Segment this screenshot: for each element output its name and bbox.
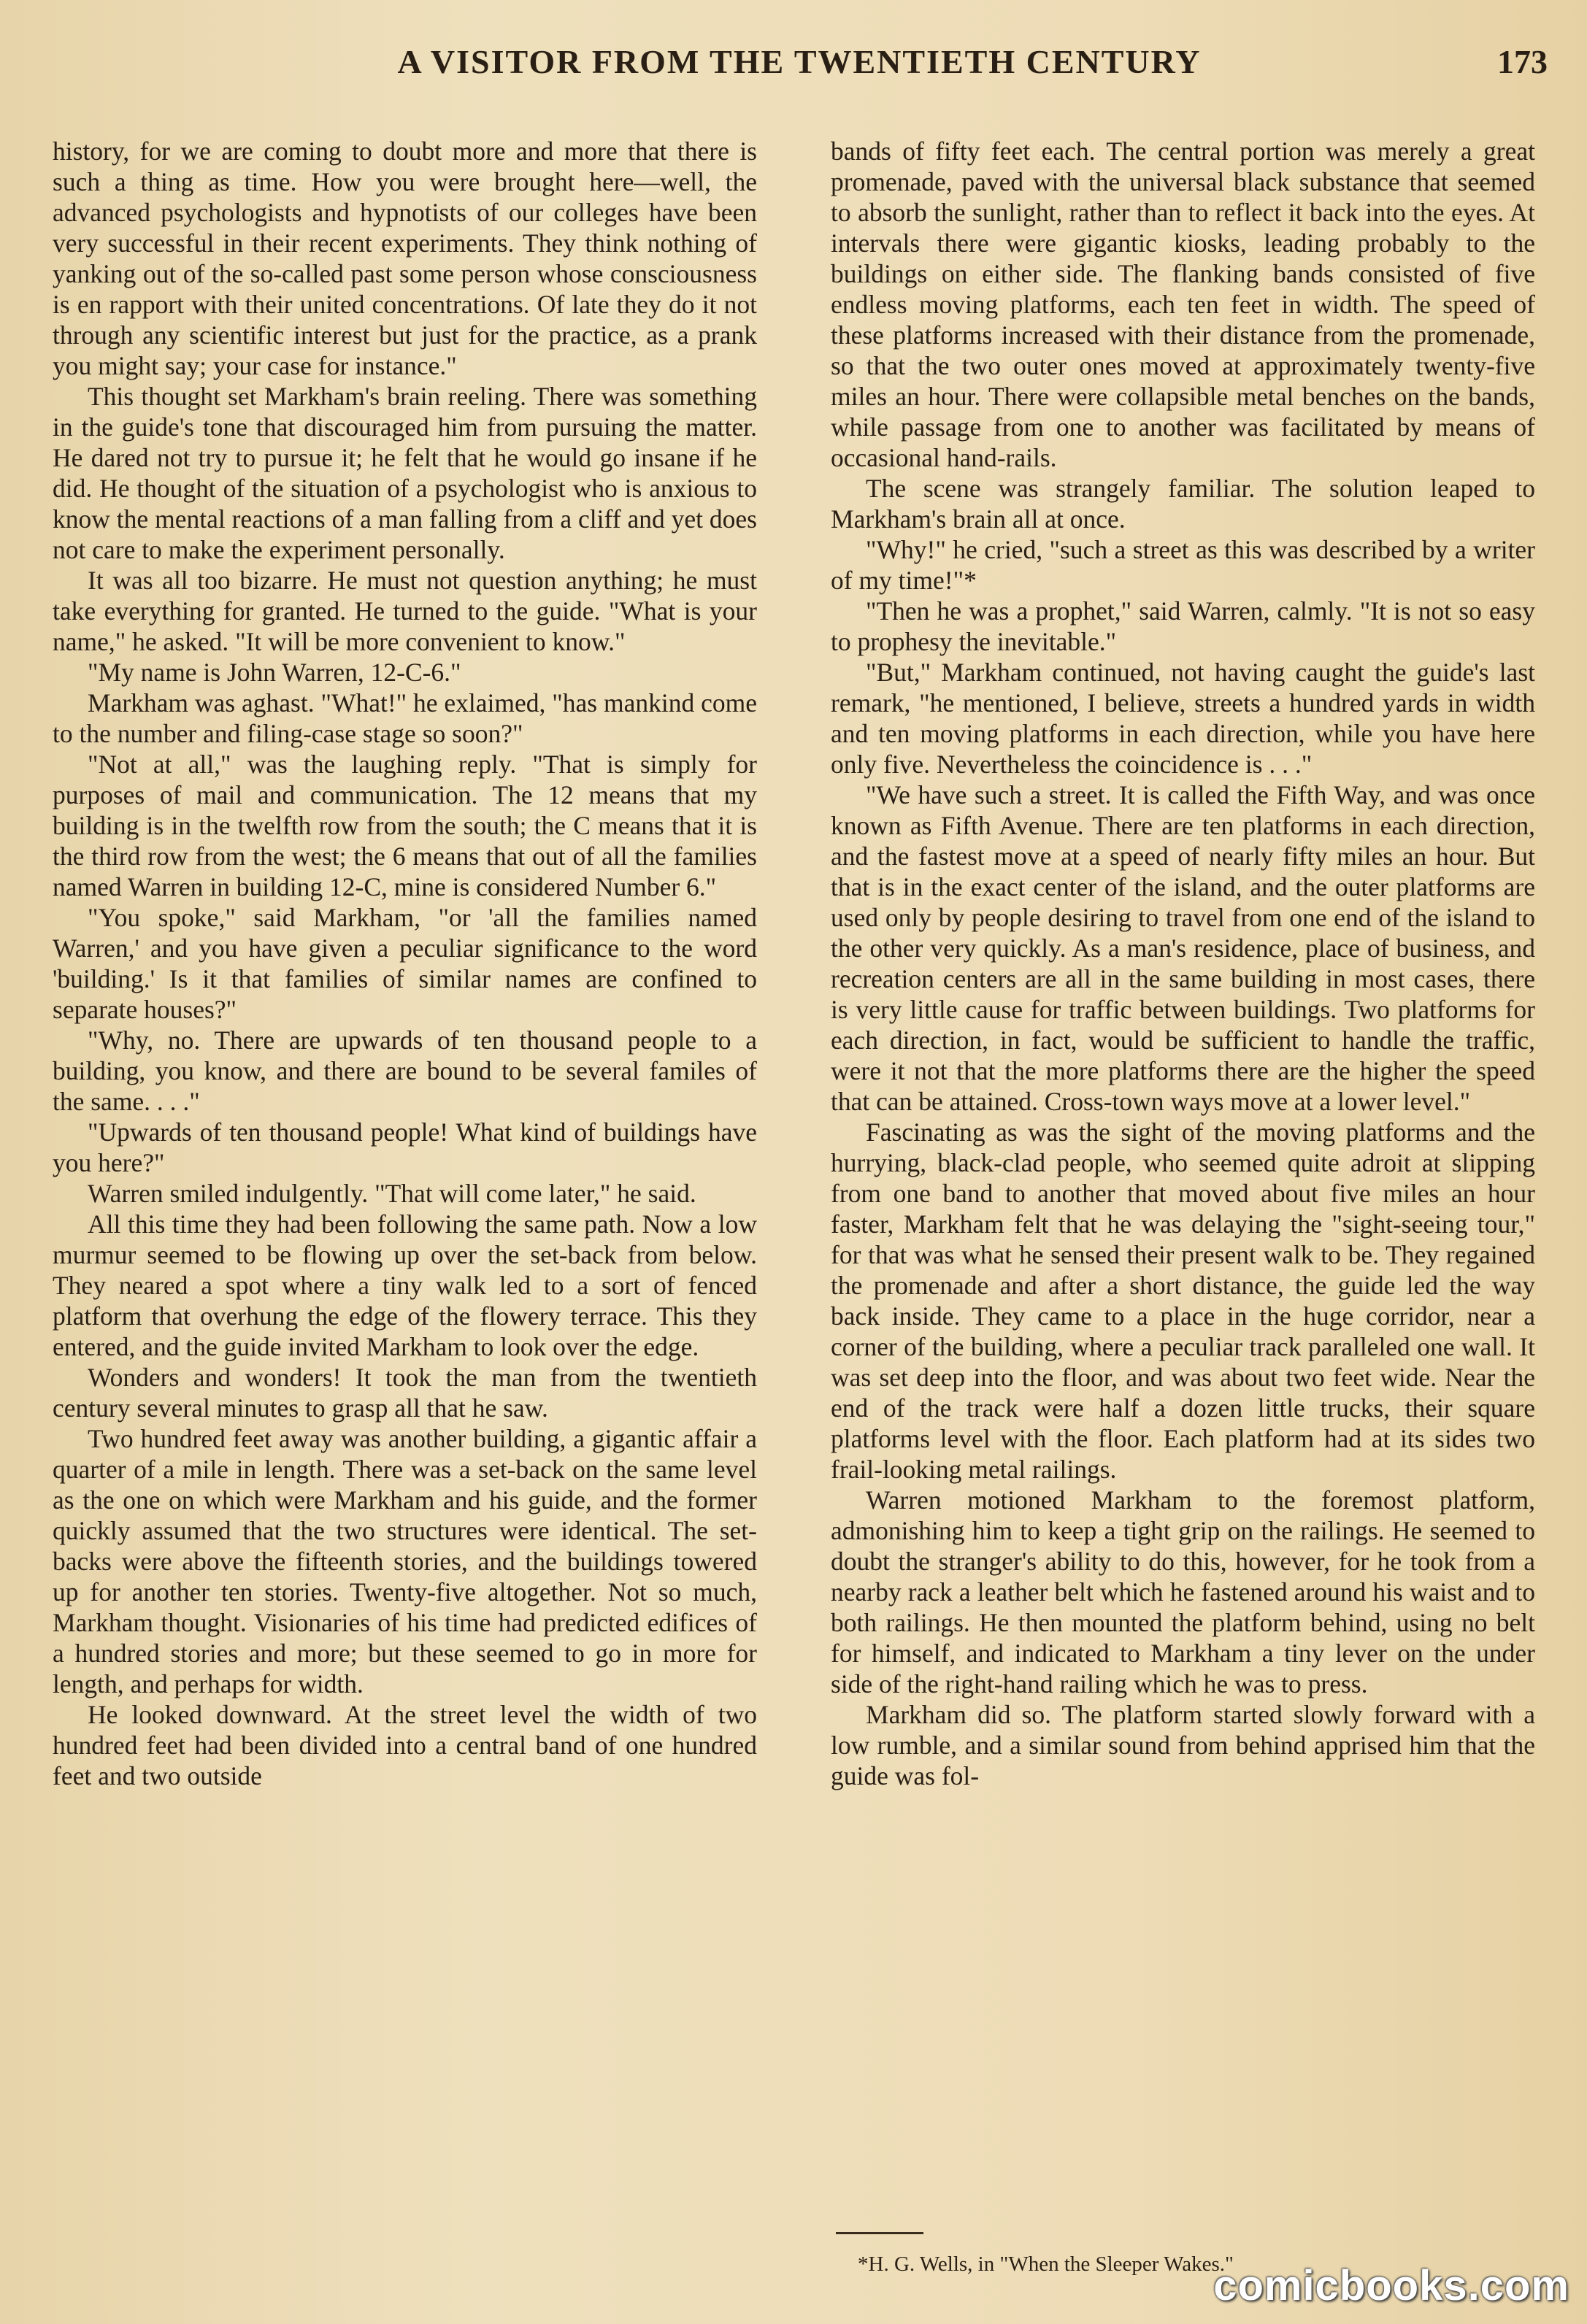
paragraph: "But," Markham continued, not having caught the guide's last remark, "he mentioned, I believe, streets a hundred yards in width and ten moving platforms in each direction, while you have here only five. Nevertheless the coincidence is . . ." — [831, 658, 1535, 779]
paragraph: "We have such a street. It is called the Fifth Way, and was once known as Fifth Avenue. There are ten platforms in each direction, and the fastest move at a speed of nearly fifty miles an hour. But that is in the exact center of the island, and the outer platforms are used only by people desiring to travel from one end of the island to the other very quickly. As a man's residence, place of business, and recreation centers are all in the same building in most cases, there is very little cause for traffic between buildings. Two platforms for each direction, in fact, would be sufficient to handle the traffic, were it not that the more platforms there are the higher the speed that can be attained. Cross-town ways move at a lower level." — [831, 780, 1535, 1116]
paragraph: bands of fifty feet each. The central portion was merely a great promenade, paved with the universal black substance that seemed to absorb the sunlight, rather than to reflect it back into the eyes. At intervals there were gigantic kiosks, leading probably to the buildings on either side. The flanking bands consisted of five endless moving platforms, each ten feet in width. The speed of these platforms increased with their distance from the promenade, so that the two outer ones moved at approximately twenty-five miles an hour. There were collapsible metal benches on the bands, while passage from one to another was facilitated by means of occasional hand-rails. — [831, 136, 1535, 472]
page-header — [0, 42, 1587, 93]
paragraph: "Not at all," was the laughing reply. "That is simply for purposes of mail and communication. The 12 means that my building is in the twelfth row from the south; the C means that it is the third row from the west; the 6 means that out of all the families named Warren in building 12-C, mine is considered Number 6." — [53, 750, 757, 901]
left-column — [53, 136, 757, 1791]
paragraph: Markham was aghast. "What!" he exlaimed, "has mankind come to the number and filing-case stage so soon?" — [53, 688, 757, 748]
running-title: A VISITOR FROM THE TWENTIETH CENTURY — [397, 43, 1202, 80]
paragraph: The scene was strangely familiar. The solution leaped to Markham's brain all at once. — [831, 474, 1535, 534]
paragraph: "Upwards of ten thousand people! What kind of buildings have you here?" — [53, 1117, 757, 1177]
paragraph: "Why!" he cried, "such a street as this was described by a writer of my time!"* — [831, 535, 1535, 595]
paragraph: "You spoke," said Markham, "or 'all the families named Warren,' and you have given a peculiar significance to the word 'building.' Is it that families of similar names are confined to separate houses?" — [53, 903, 757, 1024]
paragraph: He looked downward. At the street level the width of two hundred feet had been divided into a central band of one hundred feet and two outside — [53, 1700, 757, 1790]
watermark: comicbooks.com — [1213, 2262, 1569, 2309]
paragraph: "My name is John Warren, 12-C-6." — [88, 658, 461, 687]
paragraph: Wonders and wonders! It took the man from the twentieth century several minutes to grasp all that he saw. — [53, 1363, 757, 1423]
paragraph: It was all too bizarre. He must not question anything; he must take everything for granted. He turned to the guide. "What is your name," he asked. "It will be more convenient to know." — [53, 566, 757, 656]
footnote-divider — [836, 2232, 923, 2234]
page-number: 173 — [1497, 43, 1548, 80]
paragraph: "Why, no. There are upwards of ten thousand people to a building, you know, and there are bound to be several familes of the same. . . ." — [53, 1026, 757, 1116]
paragraph: Two hundred feet away was another building, a gigantic affair a quarter of a mile in length. There was a set-back on the same level as the one on which were Markham and his guide, and the former quickly assumed that the two structures were identical. The set-backs were above the fifteenth stories, and the buildings towered up for another ten stories. Twenty-five altogether. Not so much, Markham thought. Visionaries of his time had predicted edifices of a hundred stories and more; but these seemed to go in more for length, and perhaps for width. — [53, 1424, 757, 1698]
paragraph: history, for we are coming to doubt more and more that there is such a thing as time. How you were brought here—well, the advanced psychologists and hypnotists of our colleges have been very successful in their recent experiments. They think nothing of yanking out of the so-called past some person whose consciousness is en rapport with their united concentrations. Of late they do it not through any scientific interest but just for the practice, as a prank you might say; your case for instance." — [53, 136, 757, 380]
paragraph: "Then he was a prophet," said Warren, calmly. "It is not so easy to prophesy the inevitable." — [831, 596, 1535, 656]
paragraph: Warren smiled indulgently. "That will come later," he said. — [88, 1179, 696, 1208]
footnote: *H. G. Wells, in "When the Sleeper Wakes." — [858, 2252, 1234, 2276]
paragraph: Fascinating as was the sight of the moving platforms and the hurrying, black-clad people, who seemed quite adroit at slipping from one band to another that moved about five miles an hour faster, Markham felt that he was delaying the "sight-seeing tour," for that was what he sensed their present walk to be. They regained the promenade and after a short distance, the guide led the way back inside. They came to a place in the huge corridor, near a corner of the building, where a peculiar track paralleled one wall. It was set deep into the floor, and was about two feet wide. Near the end of the track were half a dozen little trucks, their square platforms level with the floor. Each platform had at its sides two frail-looking metal railings. — [831, 1117, 1535, 1484]
paragraph: Markham did so. The platform started slowly forward with a low rumble, and a similar sound from behind apprised him that the guide was fol- — [831, 1700, 1535, 1790]
paragraph: All this time they had been following the same path. Now a low murmur seemed to be flowing up over the set-back from below. They neared a spot where a tiny walk led to a sort of fenced platform that overhung the edge of the flowery terrace. This they entered, and the guide invited Markham to look over the edge. — [53, 1209, 757, 1361]
right-column — [831, 136, 1535, 1791]
paragraph: Warren motioned Markham to the foremost platform, admonishing him to keep a tight grip on the railings. He seemed to doubt the stranger's ability to do this, however, for he took from a nearby rack a leather belt which he fastened around his waist and to both railings. He then mounted the platform behind, using no belt for himself, and indicated to Markham a tiny lever on the under side of the right-hand railing which he was to press. — [831, 1485, 1535, 1698]
paragraph: This thought set Markham's brain reeling. There was something in the guide's tone that discouraged him from pursuing the matter. He dared not try to pursue it; he felt that he would go insane if he did. He thought of the situation of a psychologist who is anxious to know the mental reactions of a man falling from a cliff and yet does not care to make the experiment personally. — [53, 382, 757, 564]
